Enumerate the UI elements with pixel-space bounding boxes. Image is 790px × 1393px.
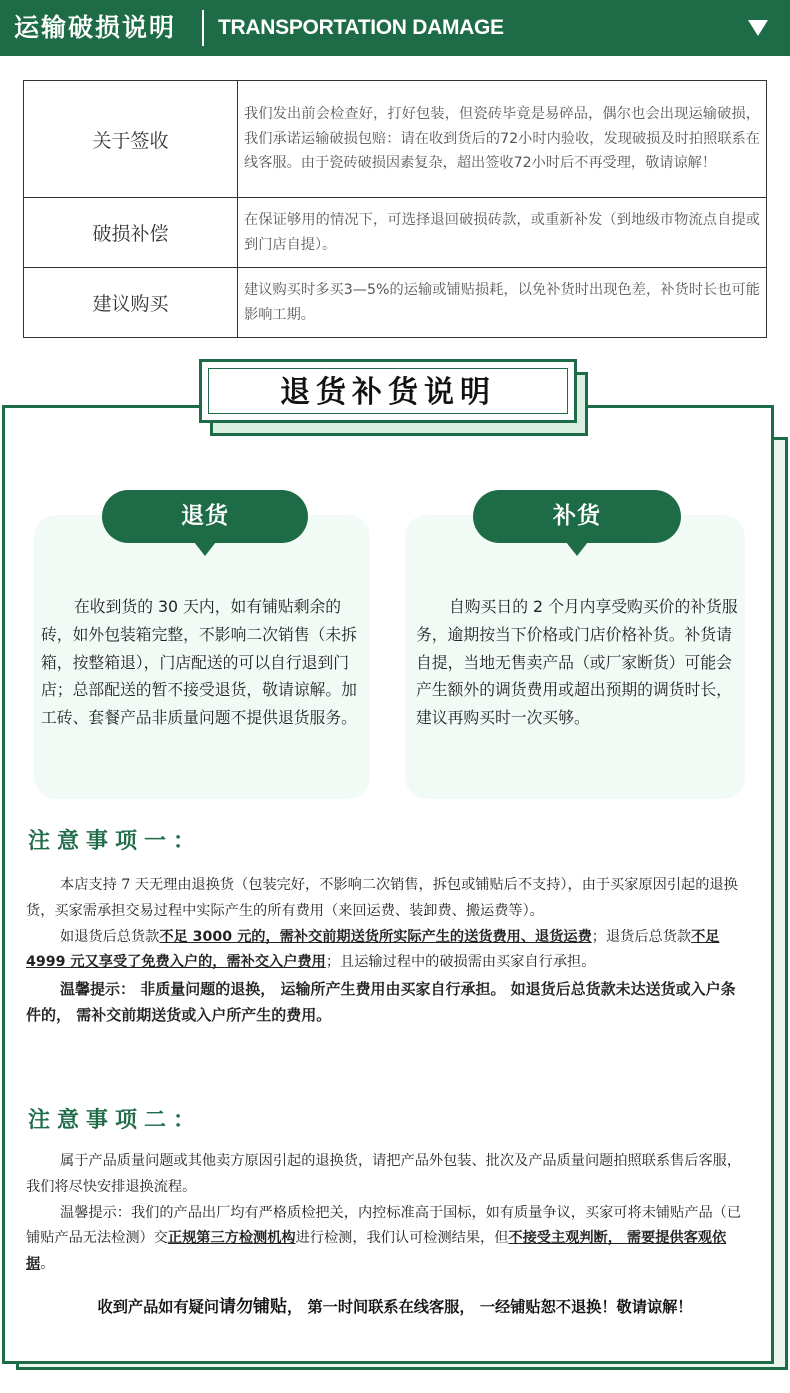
header-title-cn: 运输破损说明 — [14, 13, 177, 42]
note1-heading: 注意事项一： — [28, 828, 203, 854]
footer-text: 收到产品如有疑问 — [97, 1298, 220, 1316]
note2-text: 。 — [40, 1256, 55, 1273]
return-label: 退货 — [102, 490, 308, 543]
row-text: 我们发出前会检查好，打好包装，但瓷砖毕竟是易碎品，偶尔也会出现运输破损，我们承诺运输破损包赔：请在收到货后的72小时内验收，发现破损及时拍照联系在线客服。由于瓷砖破损因素复杂，超出签收72小时后不再受理，敬请谅解！ — [238, 81, 767, 198]
note1-paragraph — [26, 873, 746, 925]
note2-emphasis: 不接受主观判断， 需要提供客观依据 — [26, 1230, 727, 1273]
section-title-box — [199, 359, 577, 423]
note2-heading: 注意事项二： — [28, 1107, 203, 1133]
header-divider — [202, 10, 204, 46]
note1-paragraph — [26, 925, 746, 977]
note1-text: 如退货后总货款 — [60, 928, 160, 945]
table-row — [24, 81, 767, 198]
section-title: 退货补货说明 — [280, 375, 496, 410]
return-text-block — [41, 593, 361, 732]
footer-text: ， 第一时间联系在线客服， 一经铺贴恕不退换！敬请谅解！ — [287, 1298, 693, 1316]
note1-text: ；且运输过程中的破损需由买家自行承担。 — [325, 954, 596, 971]
note2-paragraph — [26, 1201, 746, 1278]
table-row — [24, 268, 767, 338]
row-text: 在保证够用的情况下，可选择退回破损砖款，或重新补发（到地级市物流点自提或到门店自提）。 — [238, 198, 767, 268]
chevron-down-icon[interactable] — [748, 20, 768, 36]
table-row — [24, 198, 767, 268]
note1-warm-tip — [26, 976, 746, 1028]
row-label: 破损补偿 — [24, 198, 238, 268]
row-label: 建议购买 — [24, 268, 238, 338]
note1-text: ；退货后总货款 — [591, 928, 692, 945]
note2-paragraph — [26, 1149, 746, 1201]
restock-text: 自购买日的 2 个月内享受购买价的补货服务，逾期按当下价格或门店价格补货。补货请自提，当地无售卖产品（或厂家断货）可能会产生额外的调货费用或超出预期的调货时长，建议再购买时一次买够。 — [416, 597, 738, 728]
note1-body — [26, 873, 746, 1028]
note2-text: 进行检测，我们认可检测结果，但 — [295, 1230, 509, 1247]
note2-emphasis: 正规第三方检测机构 — [167, 1230, 296, 1247]
row-text: 建议购买时多买3—5%的运输或铺贴损耗，以免补货时出现色差，补货时长也可能影响工期。 — [238, 268, 767, 338]
header-bar — [0, 0, 790, 56]
footer-notice — [0, 1294, 790, 1320]
row-label: 关于签收 — [24, 81, 238, 198]
pointer-down-icon — [194, 542, 216, 556]
note1-emphasis: 不足 4999 元又享受了免费入户的，需补交入户费用 — [26, 928, 720, 971]
note2-para1: 属于产品质量问题或其他卖方原因引起的退换货，请把产品外包装、批次及产品质量问题拍照联系售后客服，我们将尽快安排退换流程。 — [26, 1153, 742, 1195]
header-title-en: TRANSPORTATION DAMAGE — [218, 16, 504, 39]
note2-text: 温馨提示：我们的产品出厂均有严格质检把关，内控标准高于国标，如有质量争议，买家可将未铺贴产品（已铺贴产品无法检测）交 — [26, 1204, 742, 1247]
restock-text-block — [416, 593, 738, 732]
pointer-down-icon — [566, 542, 588, 556]
note2-body — [26, 1149, 746, 1278]
return-text: 在收到货的 30 天内，如有铺贴剩余的砖，如外包装箱完整，不影响二次销售（未拆箱，按整箱退），门店配送的可以自行退到门店；总部配送的暂不接受退货，敬请谅解。加工砖、套餐产品非质量问题不提供退货服务。 — [41, 597, 357, 728]
restock-label: 补货 — [473, 490, 681, 543]
note1-para1: 本店支持 7 天无理由退换货（包装完好，不影响二次销售，拆包或铺贴后不支持），由于买家原因引起的退换货，买家需承担交易过程中实际产生的所有费用（来回运费、装卸费、搬运费等）。 — [26, 877, 738, 919]
note1-warm-text: 温馨提示： 非质量问题的退换， 运输所产生费用由买家自行承担。 如退货后总货款未达送货或入户条件的， 需补交前期送货或入户所产生的费用。 — [26, 980, 736, 1025]
footer-emphasis: 请勿铺贴 — [219, 1297, 288, 1317]
damage-table — [23, 80, 767, 338]
note1-emphasis: 不足 3000 元的，需补交前期送货所实际产生的送货费用、退货运费 — [159, 928, 592, 945]
